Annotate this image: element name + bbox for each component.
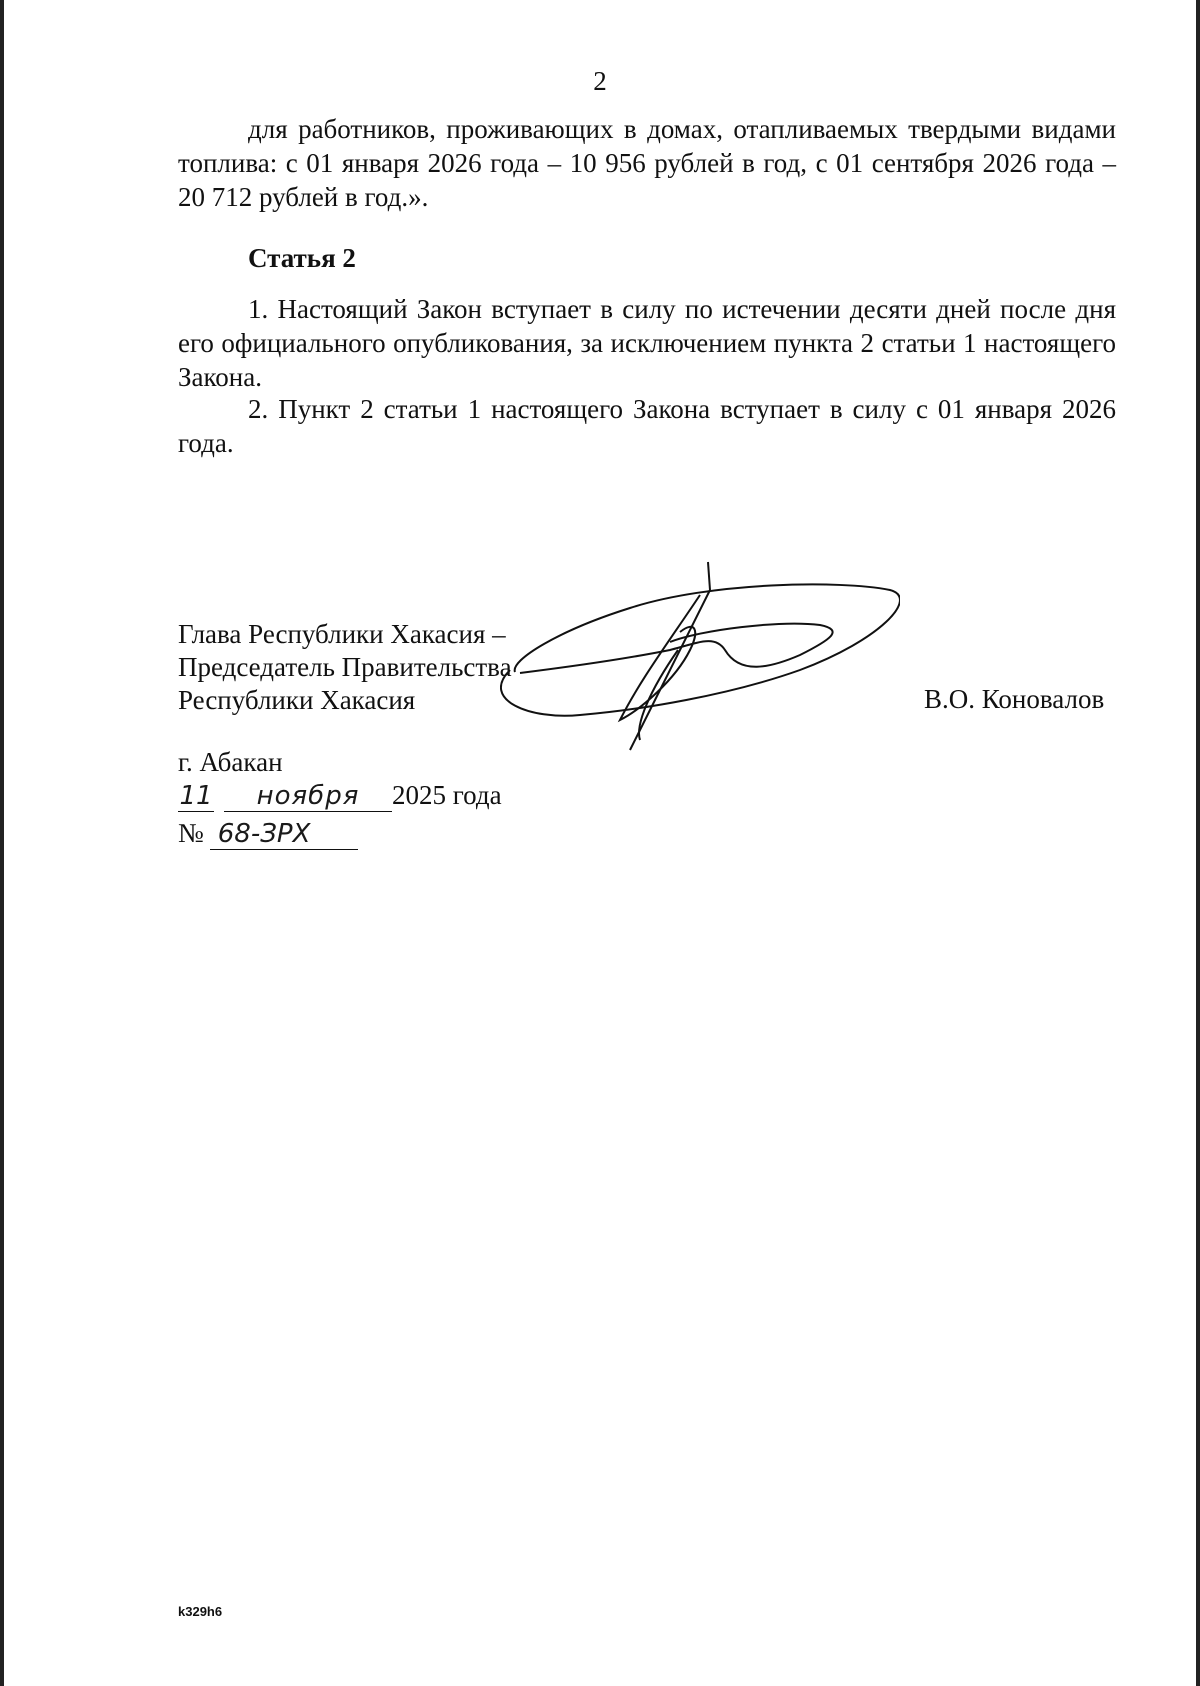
document-code: k329h6	[178, 1604, 223, 1619]
signer-title-line: Глава Республики Хакасия –	[178, 619, 506, 649]
signer-title	[178, 618, 512, 717]
signer-name: В.О. Коновалов	[924, 684, 1105, 714]
date-line	[178, 780, 502, 812]
scan-edge-left	[0, 0, 4, 1686]
handwritten-day: 11	[179, 781, 213, 811]
handwritten-signature	[500, 550, 900, 760]
paragraph-point-2-effective: 2. Пункт 2 статьи 1 настоящего Закона вступает в силу с 01 января 2026 года.	[178, 394, 1116, 458]
date-year: 2025 года	[392, 780, 502, 810]
law-number-line	[178, 818, 358, 850]
paragraph-fuel-allowance: для работников, проживающих в домах, отапливаемых твердыми видами топлива: с 01 января 2026 года – 10 956 рублей в год, с 01 сентября 2026 года – 20 712 рублей в год.».	[178, 114, 1116, 212]
number-prefix: №	[178, 818, 204, 848]
article-heading: Статья 2	[248, 243, 356, 273]
handwritten-law-number: 68-ЗРХ	[210, 819, 358, 850]
scan-edge-right	[1196, 0, 1200, 1686]
handwritten-month: ноября	[224, 781, 392, 812]
place-of-signing: г. Абакан	[178, 747, 283, 777]
page-number: 2	[593, 66, 607, 96]
signer-title-line: Председатель Правительства	[178, 652, 512, 682]
signer-title-line: Республики Хакасия	[178, 685, 416, 715]
paragraph-entry-into-force: 1. Настоящий Закон вступает в силу по истечении десяти дней после дня его официального опубликования, за исключением пункта 2 статьи 1 настоящего Закона.	[178, 294, 1116, 392]
